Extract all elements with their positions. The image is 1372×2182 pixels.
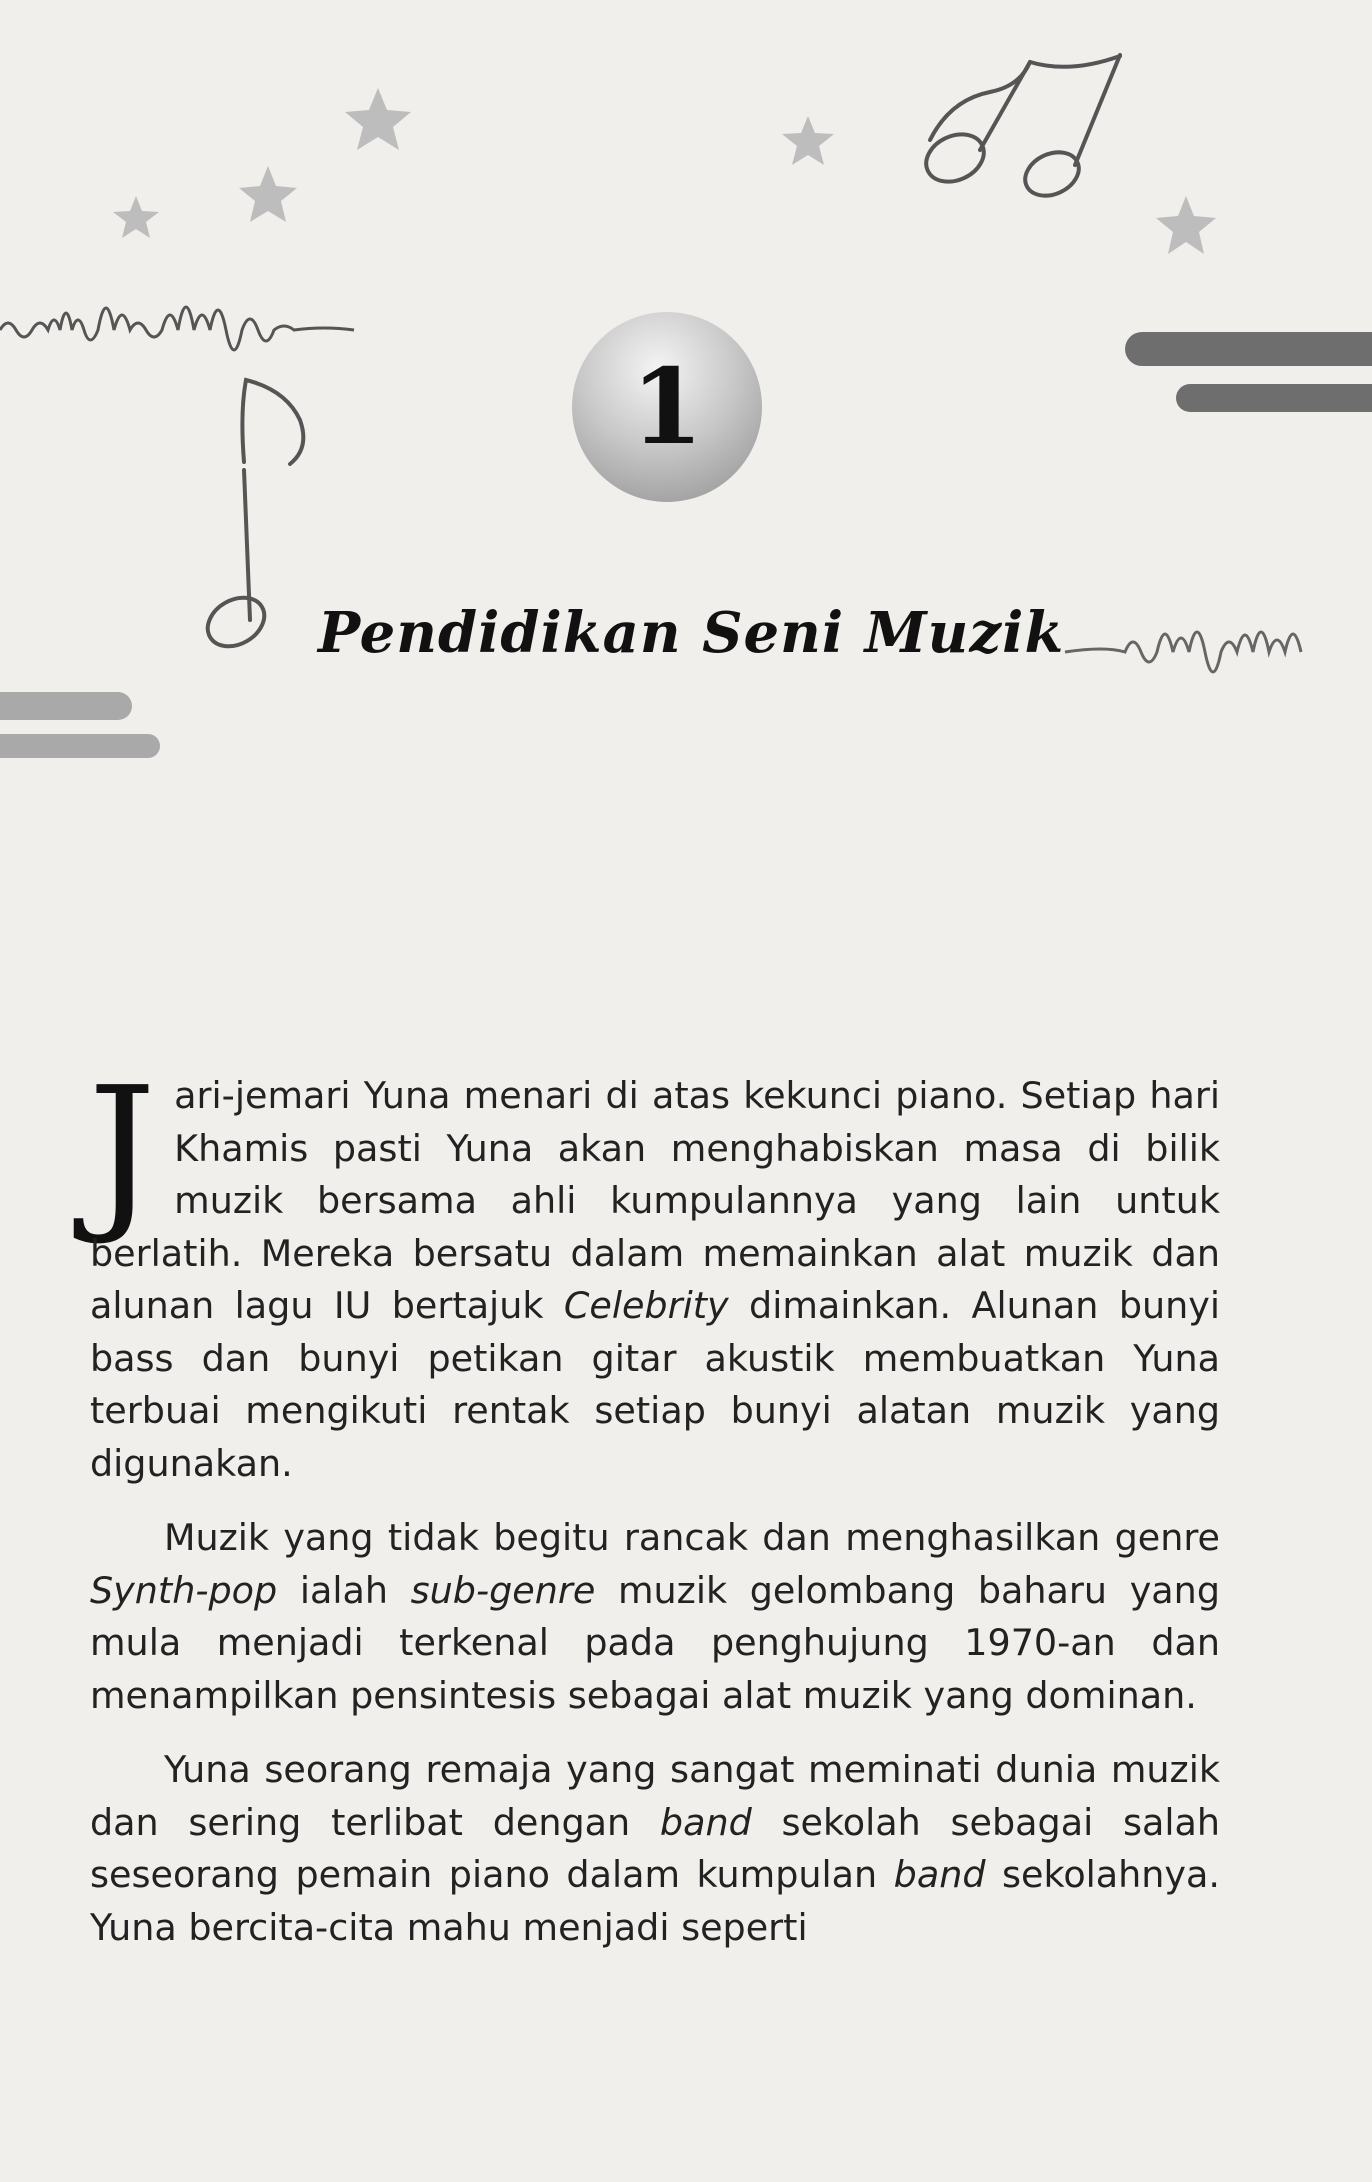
star-icon (782, 116, 834, 165)
star-icon-group (113, 88, 1216, 254)
paragraph (88, 1051, 1220, 1490)
italic-text: Synth-pop (90, 1568, 278, 1612)
chapter-title: Pendidikan Seni Muzik (318, 600, 1065, 666)
paragraph-text: sekolah sebagai salah seseorang pemain piano dalam kumpulan (90, 1800, 1220, 1896)
paragraph-text: sekolahnya. Yuna bercita-cita mahu menjadi seperti (90, 1853, 1221, 1949)
paragraph-text: dimainkan. Alunan bunyi bass dan bunyi petikan gitar akustik membuatkan Yuna terbuai mengikuti rentak setiap bunyi alatan muzik yang digunakan. (90, 1284, 1220, 1485)
paragraph-text: Yuna seorang remaja yang sangat meminati dunia muzik dan sering terlibat dengan (90, 1748, 1220, 1844)
chapter-number-badge (572, 312, 762, 502)
paragraph (90, 1512, 1220, 1722)
italic-text: band (659, 1800, 752, 1844)
body-text (88, 1051, 1221, 1976)
paragraph-text: muzik gelombang baharu yang mula menjadi terkenal pada penghujung 1970-an dan menampilkan pensintesis sebagai alat muzik yang dominan. (90, 1568, 1220, 1717)
italic-text: sub-genre (410, 1568, 596, 1612)
italic-text: Celebrity (563, 1284, 729, 1327)
sound-wave-icon (0, 307, 354, 350)
double-music-note-icon (919, 55, 1120, 204)
paragraph (90, 1744, 1220, 1954)
star-icon (113, 196, 159, 238)
sound-wave-icon (1065, 632, 1301, 672)
gray-stripe-decoration (0, 692, 160, 758)
star-icon (345, 88, 411, 150)
drop-cap: J (88, 1051, 157, 1249)
star-icon (239, 166, 297, 222)
italic-text: band (893, 1853, 986, 1896)
music-note-icon (199, 380, 303, 656)
paragraph-text: ialah (277, 1568, 411, 1612)
paragraph-text: ari-jemari Yuna menari di atas kekunci piano. Setiap hari Khamis pasti Yuna akan menghabiskan masa di bilik muzik bersama ahli kumpulannya yang lain untuk berlatih. Mereka bersatu dalam memainkan alat muzik dan alunan lagu IU bertajuk (90, 1074, 1220, 1327)
star-icon (1156, 196, 1216, 254)
gray-stripe-decoration (1125, 332, 1372, 412)
chapter-number: 1 (630, 345, 704, 468)
paragraph-text: Muzik yang tidak begitu rancak dan menghasilkan genre (164, 1516, 1220, 1559)
